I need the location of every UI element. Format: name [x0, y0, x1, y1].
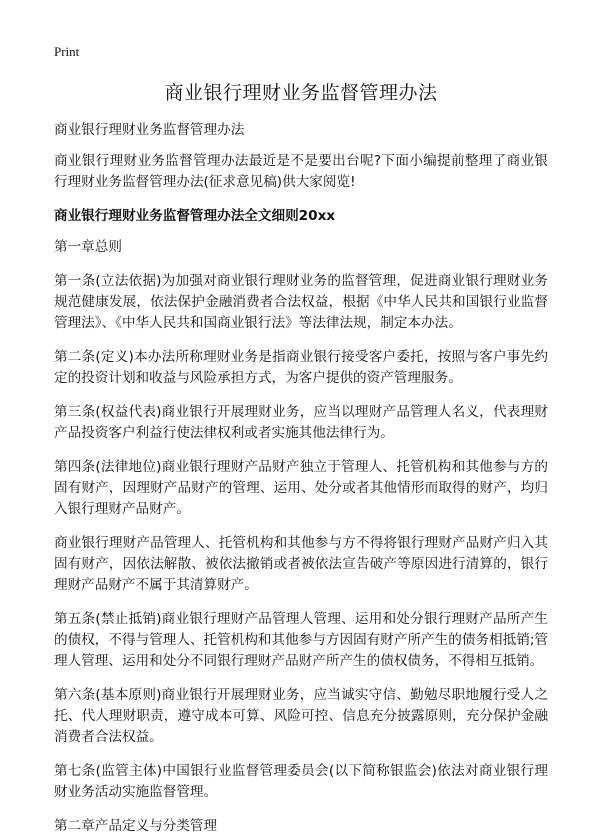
article-paragraph: 第四条(法律地位)商业银行理财产品财产独立于管理人、托管机构和其他参与方的固有财产，因理财产品财产的管理、运用、处分或者其他情形而取得的财产，均归入银行理财产品财产。 — [54, 459, 548, 517]
intro-paragraph: 商业银行理财业务监督管理办法最近是不是要出台呢?下面小编提前整理了商业银行理财业务监督管理办法(征求意见稿)供大家阅览! — [54, 153, 548, 190]
article-paragraph: 商业银行理财产品管理人、托管机构和其他参与方不得将银行理财产品财产归入其固有财产，因依法解散、被依法撤销或者被依法宣告破产等原因进行清算的，银行理财产品财产不属于其清算财产。 — [54, 535, 548, 593]
print-link[interactable]: Print — [54, 44, 80, 59]
chapter-heading: 第二章产品定义与分类管理 — [54, 818, 218, 834]
article-paragraph: 第六条(基本原则)商业银行开展理财业务，应当诚实守信、勤勉尽职地履行受人之托、代人理财职责，遵守成本可算、风险可控、信息充分披露原则，充分保护金融消费者合法权益。 — [54, 687, 548, 745]
subtitle-paragraph: 商业银行理财业务监督管理办法 — [54, 122, 245, 138]
section-heading: 商业银行理财业务监督管理办法全文细则20xx — [54, 208, 336, 224]
article-paragraph: 第一条(立法依据)为加强对商业银行理财业务的监督管理，促进商业银行理财业务规范健康发展，依法保护金融消费者合法权益，根据《中华人民共和国银行业监督管理法》、《中华人民共和国商业银行法》等法律法规，制定本办法。 — [54, 273, 548, 331]
article-paragraph: 第三条(权益代表)商业银行开展理财业务，应当以理财产品管理人名义，代表理财产品投资客户利益行使法律权利或者实施其他法律行为。 — [54, 404, 548, 441]
article-paragraph: 第七条(监管主体)中国银行业监督管理委员会(以下简称银监会)依法对商业银行理财业务活动实施监督管理。 — [54, 763, 548, 800]
document-title: 商业银行理财业务监督管理办法 — [164, 82, 438, 104]
article-paragraph: 第五条(禁止抵销)商业银行理财产品管理人管理、运用和处分银行理财产品所产生的债权，不得与管理人、托管机构和其他参与方因固有财产所产生的债务相抵销;管理人管理、运用和处分不同银行理财产品财产所产生的债权债务，不得相互抵销。 — [54, 611, 548, 669]
article-paragraph: 第二条(定义)本办法所称理财业务是指商业银行接受客户委托，按照与客户事先约定的投资计划和收益与风险承担方式，为客户提供的资产管理服务。 — [54, 349, 548, 386]
chapter-heading: 第一章总则 — [54, 239, 122, 255]
